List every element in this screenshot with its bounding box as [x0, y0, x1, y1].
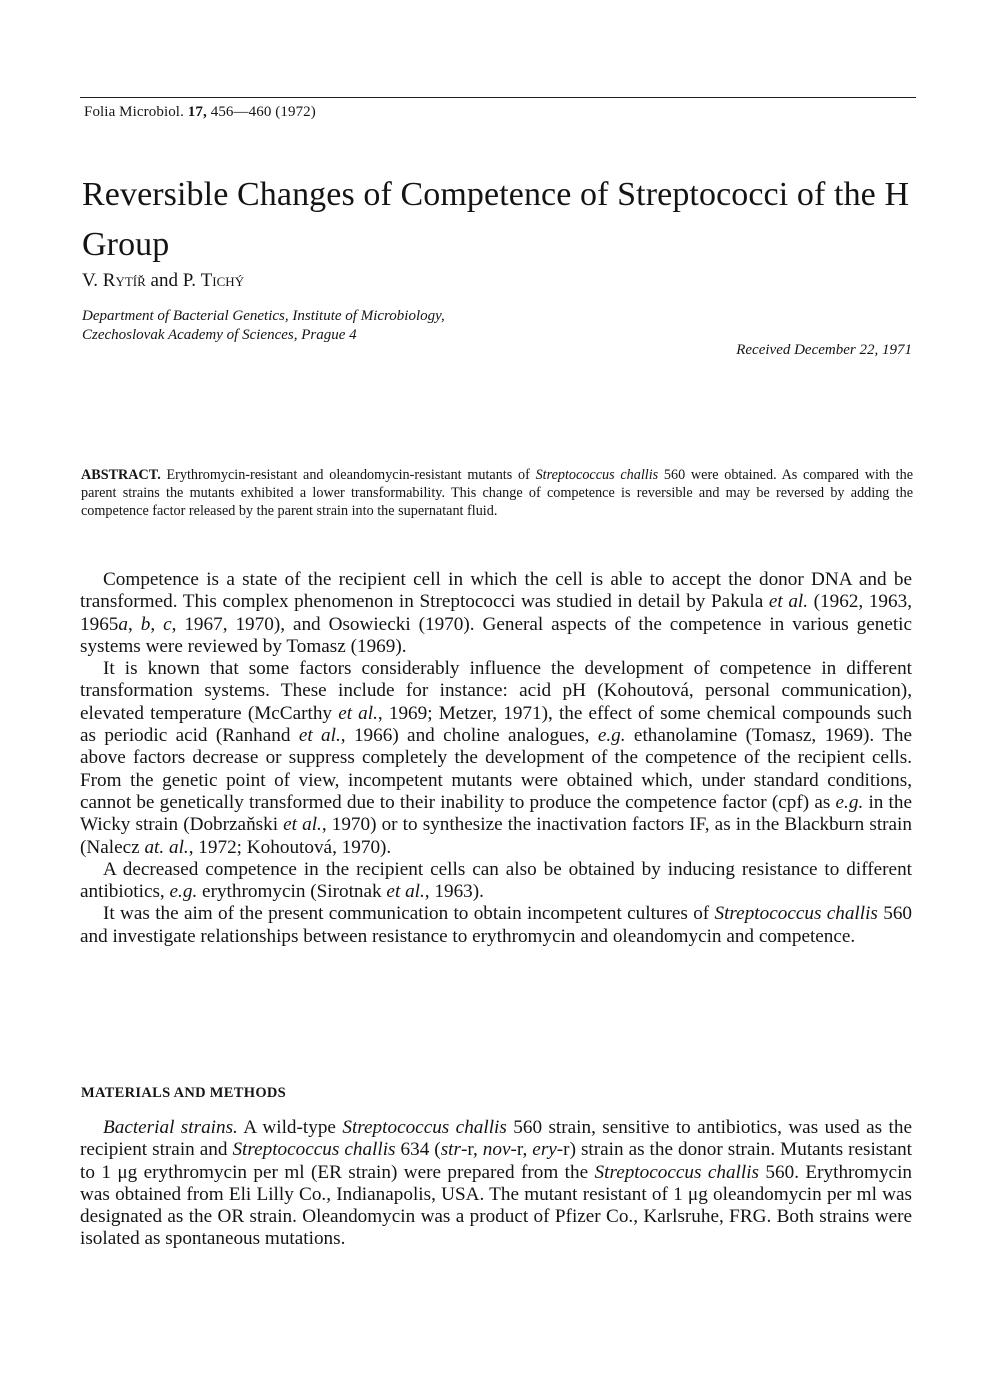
author2-name: Tichý [200, 270, 245, 291]
affiliation-line-1: Department of Bacterial Genetics, Institute of Microbiology, [82, 308, 445, 324]
author1-initial: V. [82, 270, 99, 291]
abstract-text: Erythromycin-resistant and oleandomycin-resistant mutants of [160, 467, 536, 483]
introduction [80, 569, 912, 948]
abstract [81, 466, 913, 520]
affiliation-line-2: Czechoslovak Academy of Sciences, Prague 4 [82, 327, 357, 343]
methods-section [80, 1117, 912, 1251]
journal-volume: 17, [187, 104, 207, 120]
paragraph-4: It was the aim of the present communication to obtain incompetent cultures of Streptococcus challis 560 and investigate relationships between resistance to erythromycin and oleandomycin and competence. [80, 903, 913, 947]
abstract-species: Streptococcus challis [535, 467, 659, 483]
abstract-label: ABSTRACT. [81, 467, 161, 483]
paragraph-2: It is known that some factors considerably influence the development of competence in different transformation systems. These include for instance: acid pH (Kohoutová, personal communication), elevated temperature (McCarthy et al., 1969; Metzer, 1971), the effect of some chemical compounds such as periodic acid (Ranhand et al., 1966) and choline analogues, e.g. ethanolamine (Tomasz, 1969). The above factors decrease or suppress completely the development of the competence of the recipient cells. From the genetic point of view, incompetent mutants were obtained which, under standard conditions, cannot be genetically transformed due to their inability to produce the competence factor (cpf) as e.g. in the Wicky strain (Dobrzaňski et al., 1970) or to synthesize the inactivation factors IF, as in the Blackburn strain (Nalecz at. al., 1972; Kohoutová, 1970). [80, 658, 912, 858]
received-date: Received December 22, 1971 [736, 342, 912, 358]
author2-initial: P. [182, 270, 196, 291]
subsection-lead: Bacterial strains. [103, 1117, 238, 1138]
paragraph-3: A decreased competence in the recipient cells can also be obtained by inducing resistance to different antibiotics, e.g. erythromycin (Sirotnak et al., 1963). [80, 858, 912, 903]
journal-pages: 456—460 (1972) [210, 104, 316, 120]
affiliation [82, 307, 445, 345]
paragraph-1: Competence is a state of the recipient cell in which the cell is able to accept the donor DNA and be transformed. This complex phenomenon in Streptococci was studied in detail by Pakula et al. (1962, 1963, 1965a, b, c, 1967, 1970), and Osowiecki (1970). General aspects of the competence in various genetic systems were reviewed by Tomasz (1969). [80, 569, 913, 657]
author-conjunction: and [150, 270, 178, 291]
journal-citation [84, 104, 316, 121]
methods-paragraph: Bacterial strains. A wild-type Streptococcus challis 560 strain, sensitive to antibiotics, was used as the recipient strain and Streptococcus challis 634 (str-r, nov-r, ery-r) strain as the donor strain. Mutants resistant to 1 μg erythromycin per ml (ER strain) were prepared from the Streptococcus challis 560. Erythromycin was obtained from Eli Lilly Co., Indianapolis, USA. The mutant resistant of 1 μg oleandomycin per ml was designated as the OR strain. Oleandomycin was a product of Pfizer Co., Karlsruhe, FRG. Both strains were isolated as spontaneous mutations. [80, 1117, 913, 1250]
journal-name: Folia Microbiol. [84, 104, 184, 120]
article-title: Reversible Changes of Competence of Streptococci of the H Group [82, 176, 910, 263]
author-line [82, 270, 244, 292]
author1-name: Rytíř [102, 270, 146, 291]
section-heading: MATERIALS AND METHODS [81, 1085, 287, 1101]
header-rule [80, 97, 916, 98]
abstract-text: 560 were obtained. As compared with the parent strains the mutants exhibited a lower transformability. This change of competence is reversible and may be reversed by adding the competence factor released by the parent strain into the supernatant fluid. [81, 467, 914, 519]
